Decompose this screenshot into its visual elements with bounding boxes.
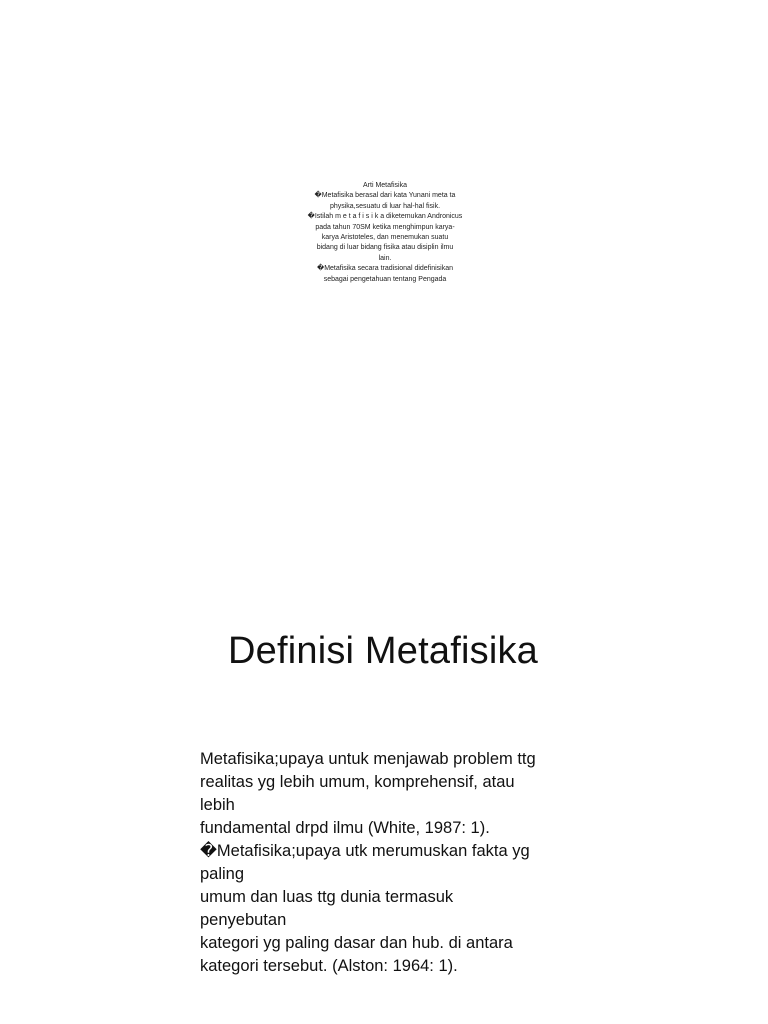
text-line: penyebutan (200, 911, 287, 929)
text-line: umum dan luas ttg dunia termasuk (200, 888, 454, 906)
text-line: karya Aristoteles, dan menemukan suatu (321, 234, 449, 242)
text-line: realitas yg lebih umum, komprehensif, atau (200, 773, 515, 791)
text-line: kategori yg paling dasar dan hub. di antara (200, 934, 513, 952)
text-line: physika,sesuatu di luar hal-hal fisik. (329, 202, 441, 210)
text-line: Metafisika;upaya untuk menjawab problem ttg (200, 750, 536, 768)
page-title: Definisi Metafisika (227, 630, 538, 672)
text-line: kategori tersebut. (Alston: 1964: 1). (200, 957, 458, 975)
text-line: �Metafisika;upaya utk merumuskan fakta yg (200, 842, 530, 860)
definisi-text-block (200, 748, 600, 978)
text-line: paling (200, 865, 245, 883)
text-line: �Metafisika berasal dari kata Yunani meta ta (314, 192, 456, 200)
arti-metafisika-text-block (280, 181, 490, 285)
text-line: pada tahun 70SM ketika menghimpun karya- (315, 223, 455, 231)
text-line: �Istilah m e t a f i s i k a diketemukan Andronicus (307, 213, 463, 221)
text-line: lebih (200, 796, 235, 814)
text-line: �Metafisika secara tradisional didefinisikan (317, 265, 453, 273)
text-line: Arti Metafisika (363, 182, 407, 189)
text-line: fundamental drpd ilmu (White, 1987: 1). (200, 819, 490, 837)
text-line: lain. (378, 254, 392, 262)
text-line: bidang di luar bidang fisika atau disiplin ilmu (316, 244, 454, 252)
text-line: sebagai pengetahuan tentang Pengada (323, 275, 447, 283)
